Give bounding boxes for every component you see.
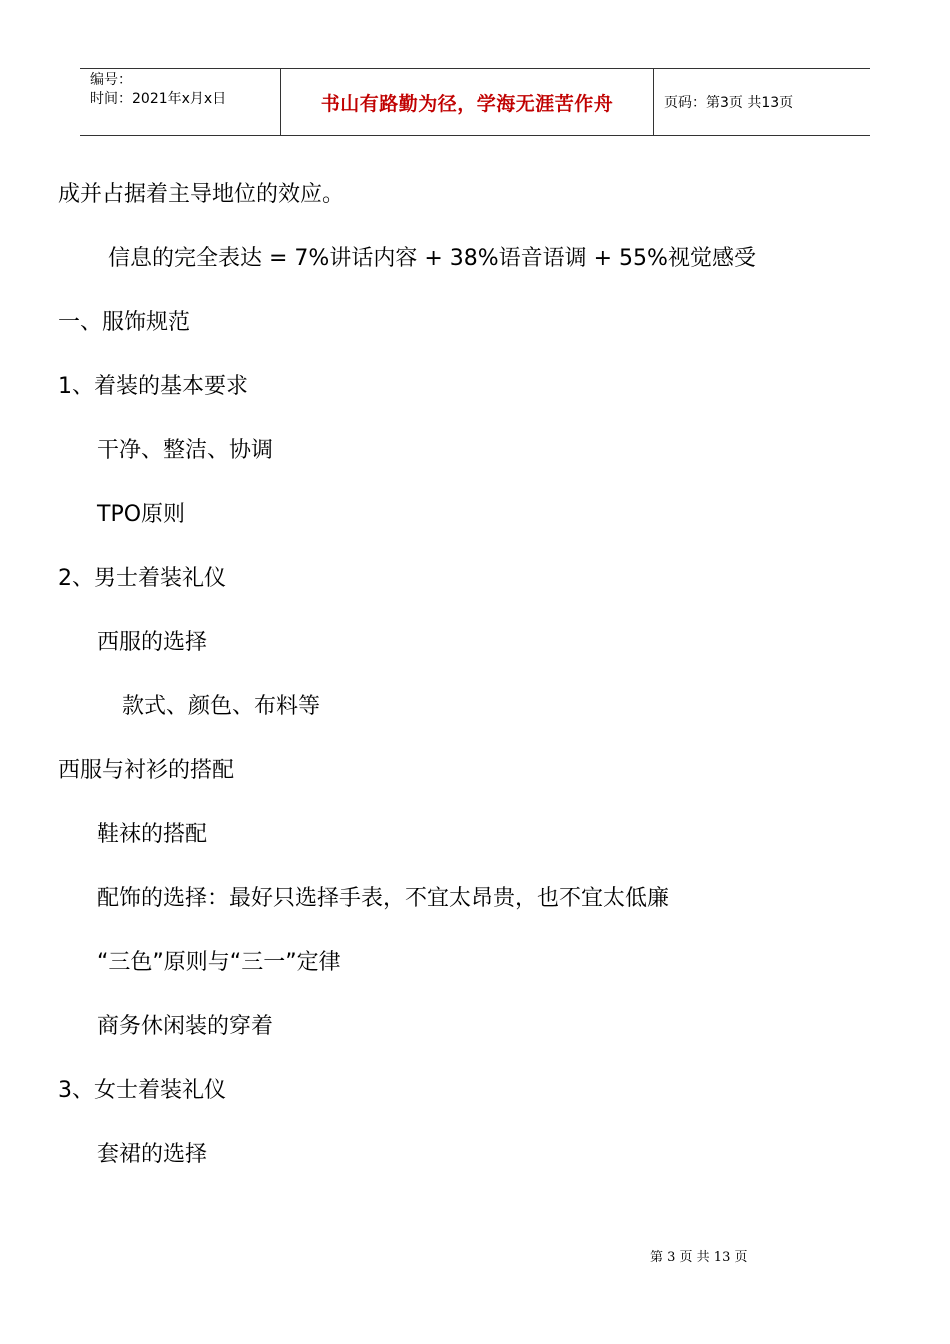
section-heading-dress-code: 一、服饰规范: [58, 310, 191, 335]
header-motto: 书山有路勤为径，学海无涯苦作舟: [281, 69, 654, 135]
body-line-style-color-fabric: 款式、颜色、布料等: [122, 694, 321, 719]
body-line-formula: 信息的完全表达 = 7%讲话内容 + 38%语音语调 + 55%视觉感受: [108, 246, 756, 271]
subheading-women-dress: 3、女士着装礼仪: [58, 1078, 226, 1103]
body-line-shoes-socks: 鞋袜的搭配: [97, 822, 208, 847]
body-line-suit-shirt: 西服与衬衫的搭配: [58, 758, 235, 783]
page-header: [80, 68, 870, 136]
body-line-accessories: 配饰的选择：最好只选择手表，不宜太昂贵，也不宜太低廉: [97, 886, 670, 911]
document-date-label: 时间：2021年x月x日: [90, 91, 227, 107]
subheading-basic-requirements: 1、着装的基本要求: [58, 374, 248, 399]
body-line-clean-neat: 干净、整洁、协调: [97, 438, 274, 463]
page-footer-number: 第 3 页 共 13 页: [650, 1250, 748, 1265]
subheading-men-dress: 2、男士着装礼仪: [58, 566, 226, 591]
header-page-info: 页码：第3页 共13页: [664, 95, 794, 111]
body-line-continuation: 成并占据着主导地位的效应。: [58, 182, 345, 207]
body-line-three-colors: “三色”原则与“三一”定律: [97, 950, 341, 975]
document-number-label: 编号：: [90, 72, 132, 88]
header-meta-cell: [80, 69, 281, 135]
body-line-business-casual: 商务休闲装的穿着: [97, 1014, 274, 1039]
body-line-skirt-suit: 套裙的选择: [97, 1142, 208, 1167]
body-line-tpo: TPO原则: [97, 502, 186, 527]
body-line-suit-choice: 西服的选择: [97, 630, 208, 655]
